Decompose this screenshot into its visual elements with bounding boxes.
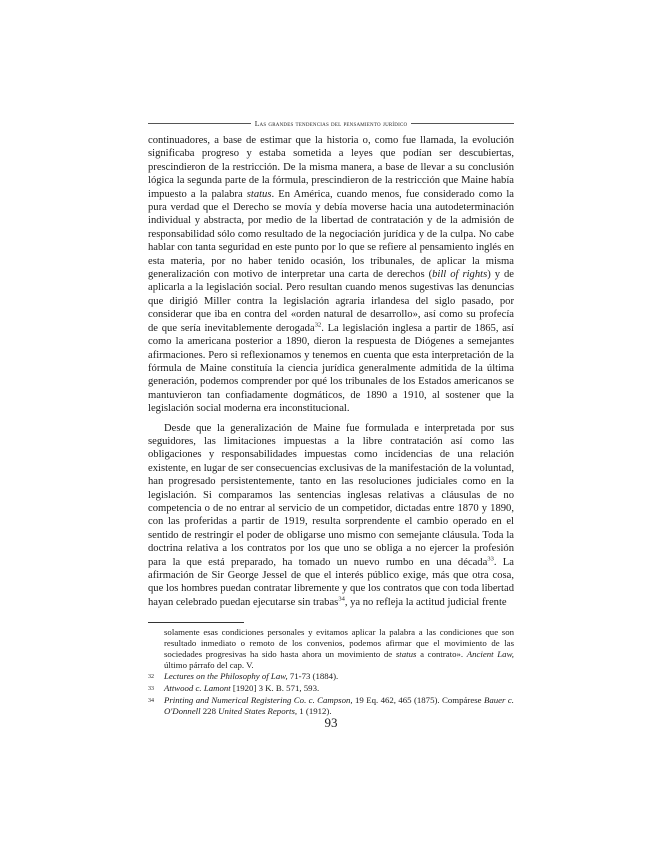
footnote-text: [164, 671, 514, 683]
footnote-reference: 32: [314, 321, 322, 329]
text-run: 19 Eq. 462, 465 (1875). Compárese: [352, 695, 484, 705]
footnote-number: 32: [148, 674, 154, 680]
text-run: [1920] 3 K. B. 571, 593.: [230, 683, 320, 693]
text-run: , ya no refleja la actitud judicial frente: [344, 596, 507, 608]
italic-text: Ancient Law,: [466, 649, 514, 659]
footnote-34: [148, 695, 514, 717]
text-run: 228: [200, 706, 219, 716]
italic-text: Printing and Numerical Registering Co. c. Campson,: [164, 695, 353, 705]
footnote-number: 33: [148, 686, 154, 692]
running-header: [148, 119, 514, 128]
italic-text: Attwood c. Lamont: [164, 683, 231, 693]
header-rule-left: [148, 123, 251, 124]
text-run: 71-73 (1884).: [287, 671, 339, 681]
text-run: último párrafo del cap. V.: [164, 660, 254, 670]
text-run: Desde que la generalización de Maine fue formulada e interpretada por sus seguidores, las limitaciones impuestas a la libre contratación así como las obligaciones y responsabilidades impuestas como incidencias de una relación existente, en lugar de ser consecuencias exclusivas de la manifestación de la voluntad, han progresado persistentemente, tanto en las resoluciones judiciales como en la legislación. Si comparamos las sentencias inglesas relativas a cláusulas de no competencia o de no entrar al servicio de un competidor, dictadas entre 1870 y 1890, con las proferidas a partir de 1919, resulta sorprendente el cambio operado en el sentido de restringir el poder de obligarse uno mismo con semejante cláusula. Toda la doctrina relativa a los contratos por los que uno se obliga a no ejercer la profesión para la que está preparado, ha tomado un nuevo rumbo en una década: [148, 422, 514, 568]
footnote-separator: [148, 622, 244, 623]
text-run: solamente esas condiciones personales y evitamos aplicar la palabra a las condiciones que son resultado inmediato o remoto de los convenios, podemos afirmar que el movimiento de las sociedades progresivas ha sido hasta ahora un movimiento de: [164, 627, 514, 659]
header-title: Las grandes tendencias del pensamiento jurídico: [254, 119, 408, 128]
text-run: . La legislación inglesa a partir de 1865, así como la americana posterior a 1890, dieron la respuesta de Diógenes a semejantes afirmaciones. Pero si reflexionamos y tenemos en cuenta que esta interpretación de la fórmula de Maine constituía la ciencia jurídica generalmente admitida de la última generación, podemos comprender por qué los tribunales de los Estados americanos se mantuvieron tan confiadamente dogmáticos, de 1890 a 1910, al sostener que la legislación social moderna era inconstitucional.: [148, 322, 514, 415]
text-run: a contrato».: [416, 649, 467, 659]
italic-text: United States Reports,: [218, 706, 298, 716]
footnote-reference: 33: [487, 555, 494, 563]
italic-text: bill of rights: [432, 269, 488, 281]
text-run: continuadores, a base de estimar que la historia o, como fue llamada, la evolución significaba progreso y estaba sometida a leyes que podían ser descubiertas, prescindieron de la restricción. De la misma manera, a base de llevar a su conclusión lógica la segunda parte de la fórmula, prescindieron de la restricción que Maine había impuesto a la palabra: [148, 135, 514, 200]
page-number: 93: [324, 715, 338, 730]
footnotes: [148, 627, 514, 717]
footnote-text: [164, 627, 514, 671]
italic-text: Lectures on the Philosophy of Law,: [164, 671, 288, 681]
footnote-33: [148, 683, 514, 695]
paragraph-1: [148, 134, 514, 416]
footnote-text: [164, 683, 514, 695]
italic-text: status: [395, 649, 417, 659]
text-run: ) y de aplicarla a la legislación social. Pero resultan cuando menos sugestivas las denuncias que dirigió Miller contra la legislación agraria irlandesa del siglo pasado, por considerar que iba en contra del «orden natural de desarrollo», así como su profecía de que sería inevitablemente derogada: [148, 269, 515, 334]
paragraph-2: [148, 422, 514, 610]
footnote-continuation: [148, 627, 514, 671]
body-text: [148, 134, 514, 609]
footnote-32: [148, 671, 514, 683]
footnote-reference: 34: [338, 595, 345, 603]
footnote-number: 34: [148, 698, 154, 704]
italic-text: status: [246, 188, 272, 200]
header-rule-right: [411, 123, 514, 124]
text-run: . En América, cuando menos, fue considerado como la pura verdad que el Derecho se movía y debía moverse hacia una autodeterminación individual y abstracta, por medio de la libertad de contratación y de la admisión de responsabilidad sólo como resultado de la negociación jurídica y de la culpa. No cabe hablar con tanta seguridad en este punto por lo que se refiere al pensamiento inglés en esta materia, por no haber tenido ocasión, los tribunales, de aplicar la misma generalización con motivo de interpretar una carta de derechos (: [148, 188, 514, 281]
footnote-text: [164, 695, 514, 717]
text-run: . La afirmación de Sir George Jessel de que el interés público exige, más que otra cosa, que los hombres puedan contratar libremente y que los contratos que con toda libertad hayan celebrado puedan ejecutarse sin trabas: [148, 556, 514, 608]
italic-text: Bauer c. O'Donnell: [164, 695, 514, 716]
text-run: 1 (1912).: [297, 706, 332, 716]
